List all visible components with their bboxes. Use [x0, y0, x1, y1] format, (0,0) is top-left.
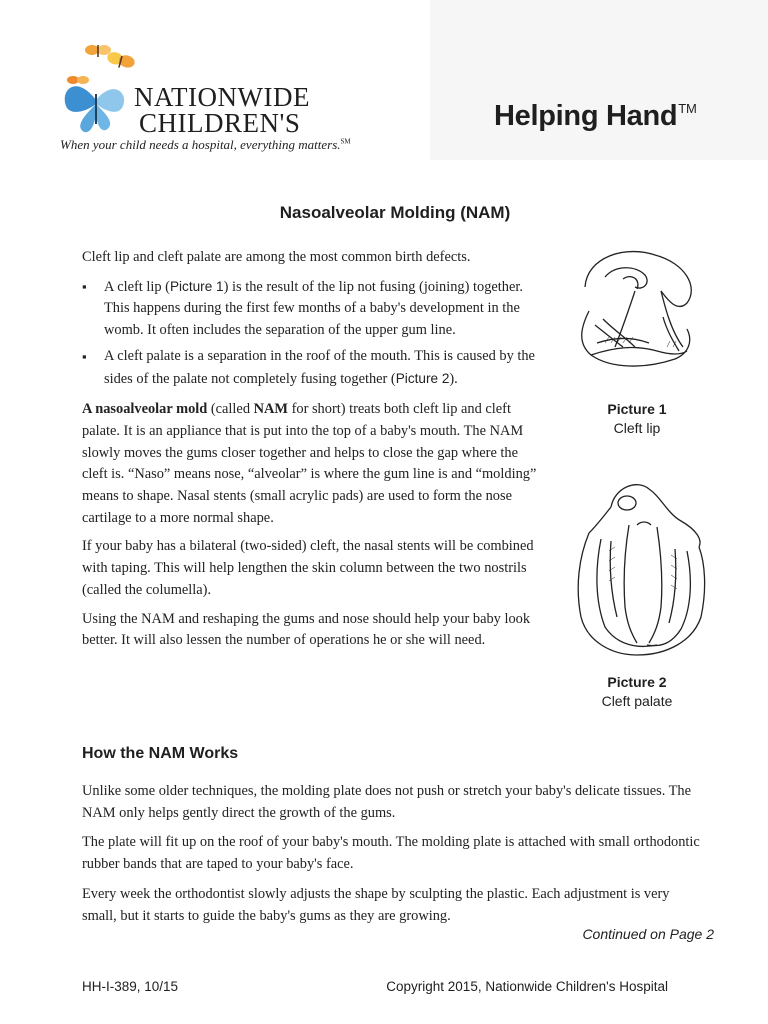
picture-2-caption: [577, 673, 697, 711]
helping-hand-brand: Helping Hand™: [494, 100, 697, 132]
logo-text-line2: CHILDREN'S: [139, 108, 301, 138]
picture-2-label: Picture 2: [607, 674, 667, 690]
works-paragraph-1: Unlike some older techniques, the molding plate does not push or stretch your baby's delicate tissues. The NAM only helps gently direct the growth of the gums.: [82, 783, 692, 821]
header-band: [430, 0, 768, 160]
picture-1-label: Picture 1: [607, 401, 667, 417]
cleft-palate-illustration: [571, 477, 711, 662]
how-nam-works-heading: How the NAM Works: [82, 745, 239, 762]
picture-1-caption: [577, 400, 697, 438]
logo-tagline: When your child needs a hospital, everything matters.℠: [60, 137, 351, 152]
picture-1-description: Cleft lip: [613, 420, 661, 436]
document-code: HH-I-389, 10/15: [82, 979, 179, 994]
logo-text-line1: NATIONWIDE: [134, 82, 310, 112]
butterflies-icon: [60, 38, 140, 138]
continued-on-page-note: Continued on Page 2: [582, 926, 714, 942]
bullet-cleft-palate: ▪ A cleft palate is a separation in the roof of the mouth. This is caused by the sides of the palate not completely fusing together (Picture 2).: [82, 346, 537, 390]
bilateral-paragraph: If your baby has a bilateral (two-sided) cleft, the nasal stents will be combined with taping. This will help lengthen the skin column between the two nostrils (called the columella).: [82, 538, 534, 598]
picture-2-description: Cleft palate: [601, 693, 673, 709]
works-paragraph-2: The plate will fit up on the roof of your baby's mouth. The molding plate is attached with small orthodontic rubber bands that are taped to your baby's face.: [82, 834, 700, 873]
how-nam-works-body: [82, 781, 702, 935]
nam-definition-paragraph: A nasoalveolar mold (called NAM for short) treats both cleft lip and cleft palate. It is an appliance that is put into the top of a baby's mouth. The NAM slowly moves the gums closer together and helps to close the gap where the cleft is. “Naso” means nose, “alveolar” is where the gum line is and “molding” means to shape. Nasal stents (small acrylic pads) are used to form the nose cartilage to a more normal shape.: [82, 401, 537, 526]
cleft-lip-illustration: [575, 247, 700, 387]
page-title: Nasoalveolar Molding (NAM): [279, 203, 511, 222]
works-paragraph-3: Every week the orthodontist slowly adjusts the shape by sculpting the plastic. Each adjustment is very small, but it starts to guide the baby's gums as they are growing.: [82, 885, 670, 924]
cleft-bullet-list: [82, 276, 537, 391]
bullet-cleft-lip: ▪ A cleft lip (Picture 1) is the result of the lip not fusing (joining) together. This happens during the first few months of a baby's development in the womb. It often includes the separation of the upper gum line.: [82, 276, 537, 342]
nationwide-childrens-logo: [60, 38, 360, 156]
using-nam-paragraph: Using the NAM and reshaping the gums and nose should help your baby look better. It will also lessen the number of operations he or she will need.: [82, 610, 531, 649]
copyright-notice: Copyright 2015, Nationwide Children's Hospital: [386, 979, 668, 994]
intro-column: [82, 247, 537, 659]
intro-paragraph: Cleft lip and cleft palate are among the most common birth defects.: [82, 249, 471, 265]
